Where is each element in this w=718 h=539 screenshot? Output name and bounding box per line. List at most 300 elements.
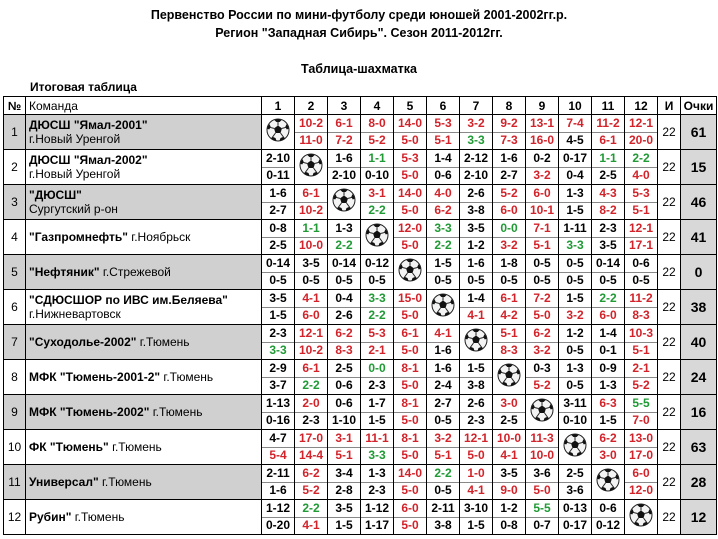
score-cell <box>262 465 295 500</box>
soccer-ball-icon <box>530 398 554 422</box>
team-points: 40 <box>681 325 717 360</box>
score-cell <box>526 325 559 360</box>
score-cell <box>625 185 658 220</box>
team-points: 46 <box>681 185 717 220</box>
score-game-1: 5-1 <box>493 326 525 343</box>
score-game-1: 2-10 <box>262 151 294 168</box>
score-game-2: 5-0 <box>401 342 419 357</box>
score-cell <box>295 325 328 360</box>
score-game-2: 2-2 <box>434 237 452 252</box>
score-game-1: 0-13 <box>559 501 591 518</box>
score-cell <box>295 220 328 255</box>
score-cell <box>526 290 559 325</box>
team-city: г.Тюмень <box>112 440 162 454</box>
team-cell <box>26 255 262 290</box>
score-game-2: 5-0 <box>401 412 419 427</box>
score-game-2: 2-5 <box>500 412 518 427</box>
score-cell <box>592 150 625 185</box>
score-cell <box>328 220 361 255</box>
header-no: № <box>4 97 26 115</box>
score-game-2: 3-8 <box>467 377 485 392</box>
team-name: "Суходолье-2002" <box>29 335 137 349</box>
soccer-ball-icon <box>266 118 290 142</box>
score-cell <box>361 395 394 430</box>
score-game-2: 11-0 <box>299 132 323 147</box>
score-game-1: 2-6 <box>460 186 492 203</box>
team-city: г.Тюмень <box>139 335 190 349</box>
score-game-1: 6-0 <box>526 186 558 203</box>
score-cell <box>427 395 460 430</box>
score-game-1: 11-2 <box>625 291 657 308</box>
score-game-1: 3-4 <box>328 466 360 483</box>
score-game-2: 2-7 <box>269 202 287 217</box>
score-game-1: 1-12 <box>262 501 294 518</box>
score-game-1: 1-3 <box>361 466 393 483</box>
score-game-1: 3-0 <box>493 396 525 413</box>
games-played: 22 <box>658 395 681 430</box>
score-cell <box>460 220 493 255</box>
score-cell <box>493 220 526 255</box>
score-game-1: 2-9 <box>262 361 294 378</box>
score-game-1: 0-0 <box>493 221 525 238</box>
score-cell <box>625 150 658 185</box>
header-points: Очки <box>681 97 717 115</box>
score-game-2: 0-5 <box>335 272 353 287</box>
score-cell <box>592 430 625 465</box>
score-game-2: 5-0 <box>401 202 419 217</box>
score-game-1: 4-3 <box>592 186 624 203</box>
score-game-2: 2-3 <box>302 412 320 427</box>
score-game-1: 12-1 <box>625 116 657 133</box>
table-row <box>4 150 717 185</box>
score-cell <box>361 500 394 535</box>
score-game-1: 17-0 <box>295 431 327 448</box>
score-game-1: 2-12 <box>460 151 492 168</box>
team-city: г.Новый Уренгой <box>29 167 121 181</box>
self-match-cell <box>295 150 328 185</box>
score-game-1: 0-0 <box>361 361 393 378</box>
score-game-1: 2-11 <box>262 466 294 483</box>
score-game-1: 6-2 <box>592 431 624 448</box>
score-game-2: 6-0 <box>500 202 518 217</box>
score-game-1: 0-6 <box>592 501 624 518</box>
header-round-1: 1 <box>262 97 295 115</box>
score-cell <box>328 395 361 430</box>
score-cell <box>493 430 526 465</box>
score-cell <box>592 500 625 535</box>
score-game-1: 0-12 <box>361 256 393 273</box>
score-game-1: 1-2 <box>559 326 591 343</box>
table-row <box>4 500 717 535</box>
score-cell <box>526 430 559 465</box>
score-cell <box>361 255 394 290</box>
score-game-1: 4-7 <box>262 431 294 448</box>
header-round-6: 6 <box>427 97 460 115</box>
score-game-2: 0-5 <box>467 272 485 287</box>
score-game-1: 6-1 <box>295 361 327 378</box>
team-points: 12 <box>681 500 717 535</box>
score-cell <box>592 395 625 430</box>
score-game-1: 4-0 <box>427 186 459 203</box>
title-line-2: Регион "Западная Сибирь". Сезон 2011-2012гг. <box>215 26 503 40</box>
score-cell <box>493 325 526 360</box>
score-game-1: 0-17 <box>559 151 591 168</box>
score-cell <box>262 290 295 325</box>
score-game-2: 2-3 <box>368 482 386 497</box>
score-game-2: 0-5 <box>368 272 386 287</box>
score-cell <box>427 220 460 255</box>
team-number: 4 <box>4 220 26 255</box>
score-game-2: 10-2 <box>298 202 324 217</box>
score-game-2: 1-2 <box>467 237 485 252</box>
score-game-1: 1-1 <box>592 151 624 168</box>
header-round-7: 7 <box>460 97 493 115</box>
header-round-2: 2 <box>295 97 328 115</box>
score-game-1: 1-4 <box>427 151 459 168</box>
score-game-2: 2-10 <box>331 167 357 182</box>
score-cell <box>328 255 361 290</box>
team-name: МФК "Тюмень-2001-2" <box>29 370 161 384</box>
header-round-9: 9 <box>526 97 559 115</box>
score-cell <box>394 220 427 255</box>
games-played: 22 <box>658 115 681 150</box>
score-game-1: 1-6 <box>427 361 459 378</box>
score-cell <box>361 465 394 500</box>
score-game-1: 6-1 <box>493 291 525 308</box>
score-game-1: 5-3 <box>625 186 657 203</box>
team-name: ФК "Тюмень" <box>29 440 109 454</box>
score-game-2: 5-0 <box>401 517 419 532</box>
score-game-1: 10-3 <box>625 326 657 343</box>
score-cell <box>427 325 460 360</box>
team-cell <box>26 500 262 535</box>
team-cell <box>26 220 262 255</box>
score-game-1: 10-2 <box>295 116 327 133</box>
score-cell <box>460 360 493 395</box>
table-row <box>4 395 717 430</box>
team-name: ДЮСШ "Ямал-2002" <box>29 153 148 167</box>
team-number: 7 <box>4 325 26 360</box>
soccer-ball-icon <box>365 223 389 247</box>
score-cell <box>625 465 658 500</box>
score-game-2: 0-5 <box>500 272 518 287</box>
score-game-2: 1-5 <box>335 517 353 532</box>
score-game-1: 3-11 <box>559 396 591 413</box>
table-row <box>4 360 717 395</box>
score-cell <box>460 395 493 430</box>
score-cell <box>262 360 295 395</box>
team-number: 1 <box>4 115 26 150</box>
team-city: г.Ноябрьск <box>131 230 191 244</box>
score-game-1: 0-14 <box>328 256 360 273</box>
soccer-ball-icon <box>431 293 455 317</box>
score-game-2: 5-0 <box>401 132 419 147</box>
score-cell <box>262 220 295 255</box>
score-game-2: 4-1 <box>467 482 485 497</box>
table-body <box>4 115 717 535</box>
score-game-1: 1-3 <box>328 221 360 238</box>
score-game-1: 1-6 <box>328 151 360 168</box>
score-game-1: 3-5 <box>262 291 294 308</box>
score-game-1: 1-12 <box>361 501 393 518</box>
score-game-1: 6-2 <box>526 326 558 343</box>
score-game-2: 4-2 <box>500 307 518 322</box>
score-cell <box>625 395 658 430</box>
self-match-cell <box>427 290 460 325</box>
table-row <box>4 325 717 360</box>
score-game-1: 2-2 <box>295 501 327 518</box>
score-cell <box>361 290 394 325</box>
score-game-1: 10-0 <box>493 431 525 448</box>
score-game-1: 13-1 <box>526 116 558 133</box>
score-game-2: 4-1 <box>500 447 518 462</box>
soccer-ball-icon <box>464 328 488 352</box>
score-game-2: 0-5 <box>533 272 551 287</box>
score-game-2: 8-2 <box>599 202 617 217</box>
score-game-2: 3-7 <box>269 377 287 392</box>
score-game-1: 1-5 <box>559 291 591 308</box>
score-game-2: 0-17 <box>562 517 588 532</box>
score-game-2: 0-7 <box>533 517 551 532</box>
score-game-1: 6-2 <box>295 466 327 483</box>
score-game-1: 2-2 <box>427 466 459 483</box>
score-game-2: 5-0 <box>533 482 551 497</box>
table-row <box>4 290 717 325</box>
score-game-1: 2-3 <box>262 326 294 343</box>
score-game-2: 0-5 <box>566 377 584 392</box>
score-game-1: 11-2 <box>592 116 624 133</box>
soccer-ball-icon <box>563 433 587 457</box>
score-game-2: 5-0 <box>401 447 419 462</box>
score-game-2: 0-5 <box>434 412 452 427</box>
score-game-2: 5-4 <box>269 447 287 462</box>
score-game-2: 0-5 <box>269 272 287 287</box>
score-game-1: 3-3 <box>427 221 459 238</box>
team-points: 61 <box>681 115 717 150</box>
score-game-2: 5-0 <box>401 377 419 392</box>
score-game-2: 5-0 <box>467 447 485 462</box>
score-game-1: 15-0 <box>394 291 426 308</box>
score-game-2: 17-1 <box>628 237 654 252</box>
score-cell <box>625 325 658 360</box>
table-subtitle: Таблица-шахматка <box>301 62 417 76</box>
team-city: Сургутский р-он <box>29 202 118 216</box>
self-match-cell <box>394 255 427 290</box>
score-game-1: 12-1 <box>460 431 492 448</box>
score-cell <box>394 290 427 325</box>
score-game-2: 8-3 <box>632 307 650 322</box>
score-game-1: 2-2 <box>625 151 657 168</box>
games-played: 22 <box>658 430 681 465</box>
self-match-cell <box>460 325 493 360</box>
score-cell <box>394 465 427 500</box>
header-round-8: 8 <box>493 97 526 115</box>
score-game-2: 3-6 <box>566 482 584 497</box>
score-game-2: 0-5 <box>434 272 452 287</box>
soccer-ball-icon <box>299 153 323 177</box>
score-game-1: 3-10 <box>460 501 492 518</box>
games-played: 22 <box>658 150 681 185</box>
score-game-2: 14-4 <box>298 447 324 462</box>
score-cell <box>559 500 592 535</box>
score-game-1: 0-4 <box>328 291 360 308</box>
score-cell <box>262 185 295 220</box>
score-game-2: 0-6 <box>434 167 452 182</box>
score-game-1: 1-6 <box>262 186 294 203</box>
team-points: 24 <box>681 360 717 395</box>
score-game-2: 3-3 <box>467 132 485 147</box>
team-cell <box>26 325 262 360</box>
score-cell <box>328 430 361 465</box>
score-game-2: 1-17 <box>364 517 390 532</box>
score-cell <box>592 325 625 360</box>
score-cell <box>361 325 394 360</box>
score-game-2: 0-10 <box>562 412 588 427</box>
score-game-1: 5-5 <box>625 396 657 413</box>
score-cell <box>625 290 658 325</box>
score-game-2: 2-1 <box>368 342 386 357</box>
team-city: г.Тюмень <box>152 405 203 419</box>
score-game-2: 1-5 <box>269 307 287 322</box>
team-city: г.Тюмень <box>102 475 152 489</box>
score-game-2: 4-5 <box>566 132 584 147</box>
score-game-1: 1-13 <box>262 396 294 413</box>
score-game-2: 10-2 <box>298 342 324 357</box>
score-cell <box>592 360 625 395</box>
score-game-2: 0-5 <box>566 272 584 287</box>
score-game-2: 0-5 <box>566 342 584 357</box>
score-game-2: 3-2 <box>533 167 551 182</box>
team-name: Рубин" <box>29 510 72 524</box>
score-game-2: 3-5 <box>599 237 617 252</box>
standings-table <box>3 96 717 535</box>
score-cell <box>559 255 592 290</box>
team-number: 9 <box>4 395 26 430</box>
score-cell <box>559 395 592 430</box>
score-cell <box>394 430 427 465</box>
score-cell <box>460 255 493 290</box>
score-cell <box>394 500 427 535</box>
score-cell <box>493 185 526 220</box>
score-game-2: 2-2 <box>368 307 386 322</box>
score-game-1: 8-1 <box>394 431 426 448</box>
score-game-1: 11-1 <box>361 431 393 448</box>
score-cell <box>427 115 460 150</box>
score-game-2: 5-2 <box>533 377 551 392</box>
games-played: 22 <box>658 255 681 290</box>
score-cell <box>427 430 460 465</box>
score-cell <box>295 395 328 430</box>
score-cell <box>262 500 295 535</box>
score-game-2: 3-3 <box>368 447 386 462</box>
score-cell <box>427 500 460 535</box>
score-game-2: 1-3 <box>599 377 617 392</box>
score-cell <box>493 465 526 500</box>
score-game-1: 6-0 <box>625 466 657 483</box>
games-played: 22 <box>658 500 681 535</box>
team-number: 11 <box>4 465 26 500</box>
score-cell <box>559 325 592 360</box>
soccer-ball-icon <box>332 188 356 212</box>
score-game-2: 6-1 <box>599 132 617 147</box>
score-game-2: 2-2 <box>335 237 353 252</box>
score-cell <box>625 360 658 395</box>
score-game-1: 3-5 <box>328 501 360 518</box>
score-cell <box>394 185 427 220</box>
score-game-1: 6-3 <box>592 396 624 413</box>
score-cell <box>625 255 658 290</box>
score-game-2: 0-1 <box>599 342 617 357</box>
score-cell <box>559 290 592 325</box>
score-game-1: 1-11 <box>559 221 591 238</box>
score-game-1: 3-5 <box>295 256 327 273</box>
score-game-1: 2-2 <box>592 291 624 308</box>
score-game-1: 6-1 <box>295 186 327 203</box>
header-round-5: 5 <box>394 97 427 115</box>
score-cell <box>493 395 526 430</box>
score-cell <box>394 115 427 150</box>
score-cell <box>427 465 460 500</box>
score-game-2: 10-0 <box>298 237 324 252</box>
team-name: "Газпромнефть" <box>29 230 128 244</box>
games-played: 22 <box>658 360 681 395</box>
score-game-1: 7-2 <box>526 291 558 308</box>
team-number: 5 <box>4 255 26 290</box>
score-game-2: 0-6 <box>335 377 353 392</box>
team-name: Универсал" <box>29 475 99 489</box>
score-game-1: 5-2 <box>493 186 525 203</box>
score-cell <box>559 150 592 185</box>
header-team: Команда <box>26 97 262 115</box>
team-points: 28 <box>681 465 717 500</box>
score-game-2: 0-16 <box>265 412 291 427</box>
score-game-1: 2-3 <box>592 221 624 238</box>
score-cell <box>295 500 328 535</box>
score-game-2: 2-2 <box>368 202 386 217</box>
score-game-2: 3-3 <box>269 342 287 357</box>
score-game-1: 13-0 <box>625 431 657 448</box>
team-name: "СДЮСШОР по ИВС им.Беляева" <box>29 293 228 307</box>
score-game-2: 1-6 <box>269 482 287 497</box>
score-game-1: 3-1 <box>361 186 393 203</box>
score-game-1: 1-1 <box>295 221 327 238</box>
score-game-1: 0-5 <box>559 256 591 273</box>
score-cell <box>559 360 592 395</box>
score-game-1: 8-1 <box>394 396 426 413</box>
score-game-1: 1-7 <box>361 396 393 413</box>
score-game-2: 5-1 <box>434 132 452 147</box>
score-game-1: 1-4 <box>460 291 492 308</box>
score-game-2: 2-3 <box>368 377 386 392</box>
score-game-1: 1-5 <box>427 256 459 273</box>
games-played: 22 <box>658 465 681 500</box>
score-game-1: 3-5 <box>493 466 525 483</box>
table-row <box>4 185 717 220</box>
score-game-1: 0-5 <box>526 256 558 273</box>
table-row <box>4 255 717 290</box>
score-game-2: 5-2 <box>632 377 650 392</box>
score-game-2: 17-0 <box>628 447 654 462</box>
score-game-2: 5-1 <box>533 237 551 252</box>
score-cell <box>625 430 658 465</box>
score-game-2: 2-6 <box>335 307 353 322</box>
self-match-cell <box>328 185 361 220</box>
score-cell <box>427 360 460 395</box>
table-row <box>4 115 717 150</box>
score-game-2: 3-3 <box>566 237 584 252</box>
score-cell <box>394 395 427 430</box>
score-cell <box>328 500 361 535</box>
